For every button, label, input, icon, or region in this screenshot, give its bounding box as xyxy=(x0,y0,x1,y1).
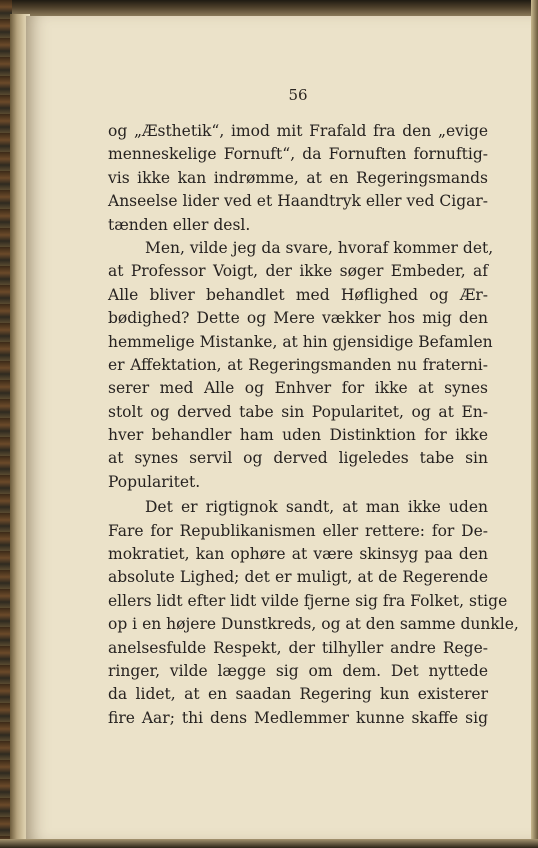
page-number: 56 xyxy=(288,86,308,104)
body-text xyxy=(108,120,519,730)
bottom-edge xyxy=(0,839,538,848)
text-line: hemmelige Mistanke, at hin gjensidige Befamlen xyxy=(108,332,493,351)
text-line: er Affektation, at Regeringsmanden nu fraterni- xyxy=(108,355,488,374)
text-line: Fare for Republikanismen eller rettere: for De- xyxy=(108,521,488,540)
paragraph xyxy=(108,496,519,730)
text-line: op i en højere Dunstkreds, og at den samme dunkle, xyxy=(108,615,519,634)
text-line: Anseelse lider ved et Haandtryk eller ved Cigar- xyxy=(108,192,488,211)
text-line: serer med Alle og Enhver for ikke at synes xyxy=(108,379,488,398)
paragraph xyxy=(108,237,494,494)
text-line: absolute Lighed; det er muligt, at de Regerende xyxy=(108,568,488,587)
text-line: og „Æsthetik“, imod mit Frafald fra den „evige xyxy=(108,122,488,140)
text-line: tænden eller desl. xyxy=(108,215,251,234)
text-line: Det er rigtignok sandt, at man ikke uden xyxy=(145,498,488,517)
text-line: fire Aar; thi dens Medlemmer kunne skaffe sig xyxy=(108,708,488,727)
text-line: ellers lidt efter lidt vilde fjerne sig fra Folket, stige xyxy=(108,591,508,610)
text-line: hver behandler ham uden Distinktion for ikke xyxy=(108,426,488,445)
text-line: at synes servil og derved ligeledes tabe sin xyxy=(108,449,488,468)
text-line: at Professor Voigt, der ikke søger Embeder, af xyxy=(108,262,488,281)
text-line: Alle bliver behandlet med Høflighed og Ær- xyxy=(108,285,488,304)
text-line: Men, vilde jeg da svare, hvoraf kommer det, xyxy=(145,238,494,257)
text-line: mokratiet, kan ophøre at være skinsyg paa den xyxy=(108,545,488,564)
text-line: menneskelige Fornuft“, da Fornuften fornuftig- xyxy=(108,145,488,164)
text-line: stolt og derved tabe sin Popularitet, og at En- xyxy=(108,402,488,421)
text-line: bødighed? Dette og Mere vækker hos mig den xyxy=(108,309,488,328)
text-line: da lidet, at en saadan Regering kun existerer xyxy=(108,685,488,704)
text-line: Popularitet. xyxy=(108,472,201,491)
right-edge xyxy=(531,0,538,848)
top-edge xyxy=(0,0,538,16)
paragraph xyxy=(108,120,488,237)
text-line: anelsesfulde Respekt, der tilhyller andre Rege- xyxy=(108,638,488,657)
text-line: vis ikke kan indrømme, at en Regeringsmands xyxy=(108,168,488,187)
text-line: ringer, vilde lægge sig om dem. Det nyttede xyxy=(108,661,488,680)
